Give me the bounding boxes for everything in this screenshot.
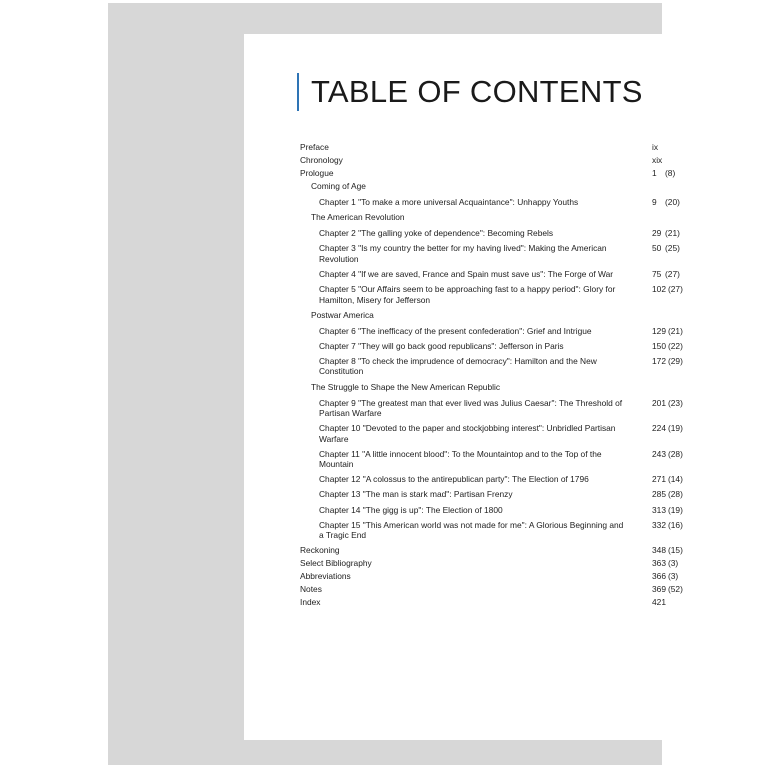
toc-entry-title: Index <box>300 596 321 607</box>
toc-entry-title: Chapter 1 "To make a more universal Acquaintance": Unhappy Youths <box>319 197 579 208</box>
page-number: 29 <box>652 228 662 239</box>
page-count: (16) <box>667 519 683 530</box>
toc-page-ref <box>652 505 692 516</box>
toc-chapter <box>300 228 700 239</box>
page-count: (29) <box>667 355 683 366</box>
toc-page-ref <box>652 155 692 166</box>
toc-chapter <box>300 474 700 485</box>
page-number: 348 <box>652 545 666 556</box>
page-number: 50 <box>652 243 662 254</box>
toc-entry-title: Chapter 11 "A little innocent blood": To the Mountaintop and to the Top of the Mountain <box>319 448 602 470</box>
toc-chapter <box>300 197 700 208</box>
toc-entry <box>300 558 700 569</box>
toc-entry-title: Chapter 4 "If we are saved, France and Spain must save us": The Forge of War <box>319 269 614 280</box>
toc-page-ref <box>652 269 692 280</box>
page-count: (8) <box>665 167 676 178</box>
page-number: 285 <box>652 489 666 500</box>
page-count: (52) <box>667 583 683 594</box>
page-border <box>108 3 683 765</box>
toc-entry <box>300 571 700 582</box>
page-count: (27) <box>665 269 680 280</box>
toc-entry-title: Chapter 13 "The man is stark mad": Partisan Frenzy <box>319 489 513 500</box>
toc-chapter <box>300 505 700 516</box>
toc-chapter <box>300 356 700 377</box>
page-count: (19) <box>667 504 683 515</box>
page-number: 313 <box>652 504 666 515</box>
page-number: ix <box>652 142 659 152</box>
page-number: 172 <box>652 355 666 366</box>
toc-chapter <box>300 423 700 444</box>
toc-entry <box>300 545 700 556</box>
toc-page-ref <box>652 423 692 434</box>
page-number: xix <box>652 154 663 165</box>
page-number: 102 <box>652 284 666 295</box>
page-number: 224 <box>652 423 666 434</box>
toc-page-ref <box>652 558 692 569</box>
toc-entry-title: Chapter 3 "Is my country the better for my having lived": Making the American Revolution <box>319 243 607 264</box>
toc-chapter <box>300 341 700 352</box>
page-number: 332 <box>652 519 666 530</box>
page-number: 363 <box>652 558 666 569</box>
toc-page-ref <box>652 449 692 460</box>
toc-page-ref <box>652 142 692 153</box>
page-count: (19) <box>667 423 683 434</box>
toc-chapter <box>300 398 700 419</box>
toc-entry-title: Preface <box>300 142 329 152</box>
toc-entry-title: Chapter 14 "The gigg is up": The Election of 1800 <box>319 504 503 515</box>
toc-entry <box>300 155 700 166</box>
toc-chapter <box>300 520 700 541</box>
toc-entry-title: Chapter 8 "To check the imprudence of democracy": Hamilton and the New Constitution <box>319 355 597 377</box>
toc-chapter <box>300 489 700 500</box>
page-title: TABLE OF CONTENTS <box>311 74 643 109</box>
page-number: 369 <box>652 583 666 594</box>
toc-entry-title: Chapter 10 "Devoted to the paper and stockjobbing interest": Unbridled Partisan Warfare <box>319 423 616 444</box>
toc-entry <box>300 597 700 608</box>
toc-entry-title: Chronology <box>300 154 343 165</box>
page-count: (21) <box>665 228 680 239</box>
toc-page-ref <box>652 356 692 367</box>
toc-chapter <box>300 269 700 280</box>
page-count: (15) <box>667 545 683 556</box>
toc-page-ref <box>652 398 692 409</box>
toc-page-ref <box>652 197 692 208</box>
page-count: (28) <box>667 448 683 459</box>
toc-page-ref <box>652 597 692 608</box>
page-number: 75 <box>652 269 662 280</box>
toc-page-ref <box>652 341 692 352</box>
toc-page-ref <box>652 584 692 595</box>
toc-entry-title: Abbreviations <box>300 570 351 581</box>
page-number: 150 <box>652 340 666 351</box>
title-accent-bar <box>297 73 299 111</box>
page-number: 201 <box>652 397 666 408</box>
page-count: (21) <box>667 325 683 336</box>
toc-page-ref <box>652 284 692 295</box>
toc-entry-title: Select Bibliography <box>300 558 372 569</box>
page-count: (3) <box>667 570 679 581</box>
toc-entry-title: Chapter 2 "The galling yoke of dependence": Becoming Rebels <box>319 228 554 239</box>
page-number: 129 <box>652 325 666 336</box>
toc-section <box>300 181 700 192</box>
page-count: (27) <box>667 284 683 295</box>
toc-entry <box>300 142 700 153</box>
toc-entry-title: Notes <box>300 583 322 594</box>
toc-page-ref <box>652 243 692 254</box>
page-count: (25) <box>665 243 680 254</box>
toc-page-ref <box>652 545 692 556</box>
toc-page-ref <box>652 228 692 239</box>
toc-page-ref <box>652 489 692 500</box>
toc-section <box>300 382 700 393</box>
toc-chapter <box>300 449 700 470</box>
table-of-contents <box>300 142 700 610</box>
toc-entry-title: Chapter 12 "A colossus to the antirepublican party": The Election of 1796 <box>319 474 589 485</box>
toc-page-ref <box>652 571 692 582</box>
toc-chapter <box>300 326 700 337</box>
page-number: 1 <box>652 167 657 178</box>
toc-chapter <box>300 284 700 305</box>
page-number: 421 <box>652 596 666 607</box>
page-count: (23) <box>667 397 683 408</box>
toc-entry-title: Chapter 9 "The greatest man that ever lived was Julius Caesar": The Threshold of Partisan Warfare <box>319 397 623 419</box>
page-number: 366 <box>652 570 666 581</box>
page-count: (28) <box>667 489 683 500</box>
toc-entry-title: Postwar America <box>311 309 374 320</box>
toc-entry-title: The Struggle to Shape the New American Republic <box>311 381 501 392</box>
toc-entry-title: The American Revolution <box>311 212 405 223</box>
page-number: 9 <box>652 197 657 208</box>
toc-entry-title: Prologue <box>300 167 334 178</box>
page-number: 271 <box>652 474 666 485</box>
document-page <box>244 34 742 740</box>
toc-page-ref <box>652 168 692 179</box>
page-count: (22) <box>667 340 683 351</box>
toc-page-ref <box>652 326 692 337</box>
toc-page-ref <box>652 474 692 485</box>
toc-entry <box>300 168 700 179</box>
toc-entry <box>300 584 700 595</box>
toc-entry-title: Chapter 6 "The inefficacy of the present confederation": Grief and Intrigue <box>319 325 592 336</box>
toc-entry-title: Chapter 5 "Our Affairs seem to be approaching fast to a happy period": Glory for Hamilton, Misery for Jefferson <box>319 284 616 305</box>
page-count: (14) <box>667 474 683 485</box>
toc-entry-title: Reckoning <box>300 545 340 556</box>
toc-entry-title: Chapter 15 "This American world was not made for me": A Glorious Beginning and a Tragic End <box>319 519 624 541</box>
page-number: 243 <box>652 448 666 459</box>
page-count: (20) <box>665 197 680 208</box>
toc-section <box>300 310 700 321</box>
toc-page-ref <box>652 520 692 531</box>
toc-section <box>300 212 700 223</box>
toc-entry-title: Coming of Age <box>311 181 366 192</box>
page-count: (3) <box>667 558 679 569</box>
toc-chapter <box>300 243 700 264</box>
toc-entry-title: Chapter 7 "They will go back good republicans": Jefferson in Paris <box>319 340 564 351</box>
